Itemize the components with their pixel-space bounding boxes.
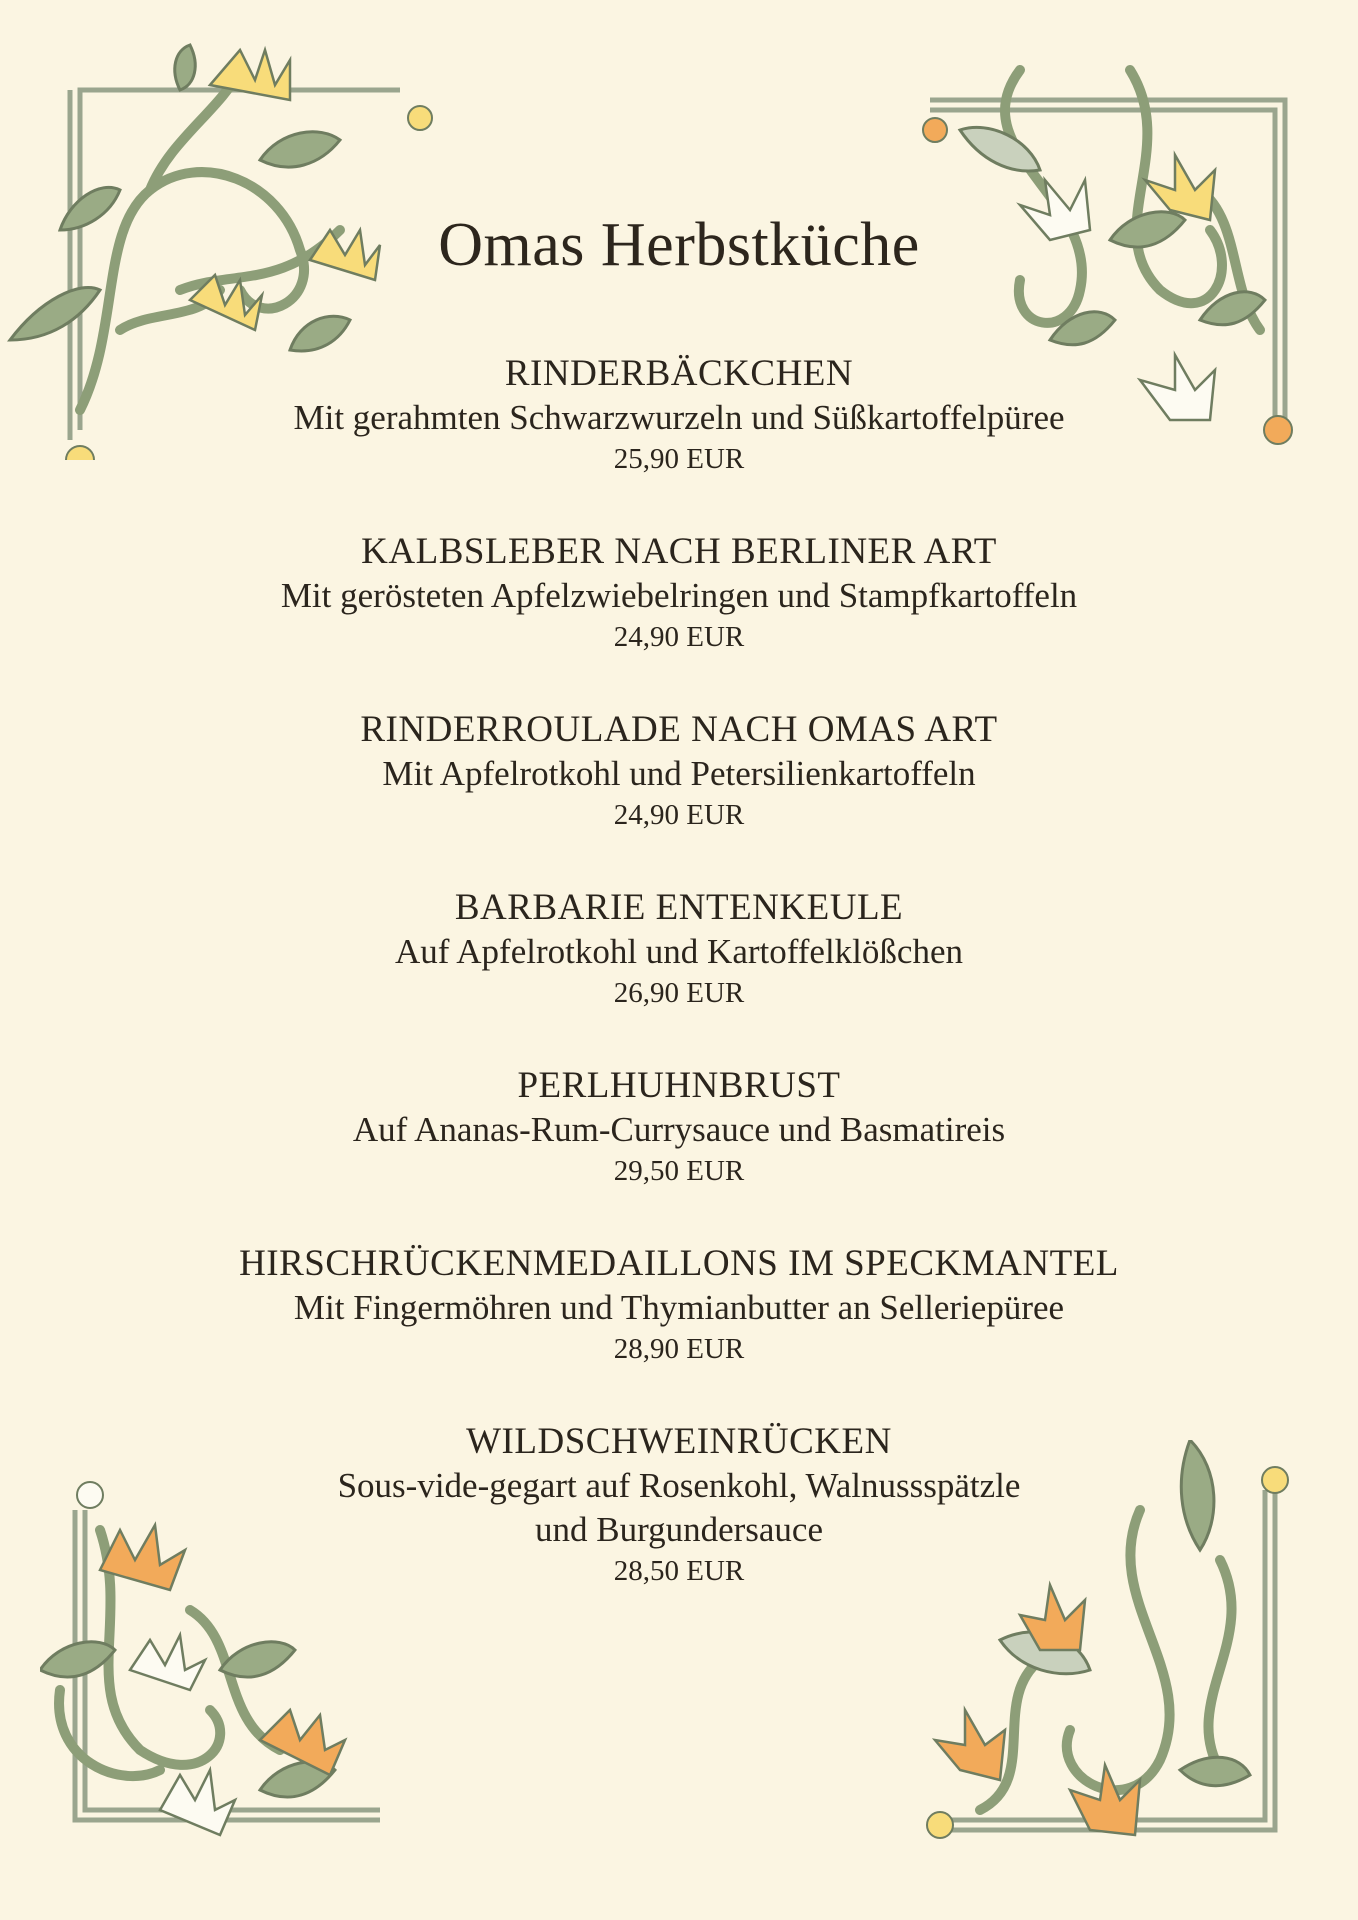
dish-description: Mit Apfelrotkohl und Petersilienkartoffeln <box>382 754 976 793</box>
dish-description: Auf Ananas-Rum-Currysauce und Basmatireis <box>352 1110 1006 1149</box>
dish-name: KALBSLEBER NACH BERLINER ART <box>361 531 997 572</box>
menu-title: Omas Herbstküche <box>438 211 920 279</box>
dish-description: Mit gerösteten Apfelzwiebelringen und Stampfkartoffeln <box>280 576 1078 615</box>
menu-item <box>140 1242 1218 1368</box>
dish-description: Sous-vide-gegart auf Rosenkohl, Walnussspätzle <box>337 1466 1021 1505</box>
dish-name: WILDSCHWEINRÜCKEN <box>466 1421 892 1462</box>
dish-price: 24,90 EUR <box>613 621 745 653</box>
menu-item <box>140 1420 1218 1590</box>
dish-price: 26,90 EUR <box>613 977 745 1009</box>
dish-description: Mit Fingermöhren und Thymianbutter an Selleriepüree <box>293 1288 1065 1327</box>
dish-name: PERLHUHNBRUST <box>517 1065 841 1106</box>
dish-description: Auf Apfelrotkohl und Kartoffelklößchen <box>395 932 963 971</box>
dish-name: RINDERROULADE NACH OMAS ART <box>360 709 998 750</box>
dish-description-line-2: und Burgundersauce <box>534 1510 824 1549</box>
menu-item <box>140 886 1218 1012</box>
dish-price: 25,90 EUR <box>613 443 745 475</box>
dish-price: 24,90 EUR <box>613 799 745 831</box>
dish-name: BARBARIE ENTENKEULE <box>454 887 904 928</box>
menu-item <box>140 1064 1218 1190</box>
dish-price: 28,90 EUR <box>613 1333 745 1365</box>
dish-description: Mit gerahmten Schwarzwurzeln und Süßkartoffelpüree <box>293 398 1065 437</box>
menu-list <box>140 352 1218 1642</box>
dish-price: 29,50 EUR <box>613 1155 745 1187</box>
menu-item <box>140 352 1218 478</box>
menu-item <box>140 708 1218 834</box>
menu-item <box>140 530 1218 656</box>
dish-price: 28,50 EUR <box>613 1555 745 1587</box>
dish-name: HIRSCHRÜCKENMEDAILLONS IM SPECKMANTEL <box>239 1243 1119 1284</box>
dish-name: RINDERBÄCKCHEN <box>504 353 854 394</box>
